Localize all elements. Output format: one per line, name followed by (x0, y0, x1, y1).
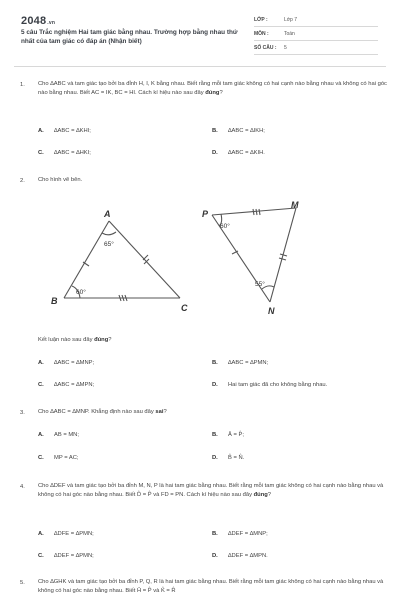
question-3-option-c[interactable]: C. MP = AC; (38, 455, 79, 461)
vertex-a-label: A (104, 209, 111, 219)
question-1-number: 1. (20, 82, 25, 88)
side-ac (109, 221, 180, 298)
side-ab (64, 221, 109, 298)
question-2-option-d[interactable]: D. Hai tam giác đã cho không bằng nhau. (212, 382, 328, 388)
question-1-option-a[interactable]: A. ∆ABC = ∆KHI; (38, 128, 91, 134)
vertex-p-label: P (202, 209, 209, 219)
question-5-text: Cho ∆GHK và tam giác tạo bởi ba đỉnh P, Q, R là hai tam giác bằng nhau. Biết rằng mỗi tam giác không có hai cạnh nào bằng nhau và không có hai góc nào bằng nhau. Biết Ĥ = P̂ và K̂ = R̂ (38, 579, 384, 595)
question-2-text: Cho hình vẽ bên. (38, 177, 83, 183)
angle-p-label: 60° (220, 223, 230, 230)
question-2-conclusion: Kết luận nào sau đây đúng? (38, 337, 112, 343)
vertex-n-label: N (268, 306, 275, 316)
question-5-number: 5. (20, 580, 25, 586)
question-4-option-d[interactable]: D. ∆DEF = ∆MPN. (212, 553, 268, 559)
vertex-b-label: B (51, 296, 58, 306)
angle-a-label: 65° (104, 241, 114, 248)
question-4-option-b[interactable]: B. ∆DEF = ∆MNP; (212, 531, 268, 537)
question-3-text: Cho ∆ABC = ∆MNP. Khẳng định nào sau đây sai? (38, 409, 167, 415)
question-2-option-a[interactable]: A. ∆ABC = ∆MNP; (38, 360, 95, 366)
question-4-number: 4. (20, 484, 25, 490)
angle-n-label: 55° (255, 281, 265, 288)
vertex-c-label: C (181, 303, 188, 313)
header-divider (14, 66, 386, 67)
question-2-option-c[interactable]: C. ∆ABC = ∆MPN; (38, 382, 95, 388)
page-title: 5 câu Trắc nghiệm Hai tam giác bằng nhau. Trường hợp bằng nhau thứ nhất của tam giác có đáp án (Nhận biết) (21, 29, 238, 45)
question-3-option-a[interactable]: A. AB = MN; (38, 432, 79, 438)
angle-b-label: 60° (76, 289, 86, 296)
question-4-option-c[interactable]: C. ∆DEF = ∆PMN; (38, 553, 94, 559)
question-4-text: Cho ∆DEF và tam giác tạo bởi ba đỉnh M, N, P là hai tam giác bằng nhau. Biết rằng mỗi tam giác không có hai cạnh nào bằng nhau và không có hai góc nào bằng nhau. Biết D̂ = P̂ và FD = PN. Cách kí hiệu nào sau đây đúng? (38, 483, 384, 499)
question-3-option-d[interactable]: D. B̂ = N̂. (212, 455, 245, 461)
question-1-option-c[interactable]: C. ∆ABC = ∆HKI; (38, 150, 91, 156)
meta-subject: MÔN : Toán (254, 29, 378, 41)
question-1-option-b[interactable]: B. ∆ABC = ∆IKH; (212, 128, 265, 134)
question-2-figure (0, 198, 400, 338)
question-1-option-d[interactable]: D. ∆ABC = ∆KIH. (212, 150, 265, 156)
site-logo[interactable]: 2048.vn (21, 15, 56, 27)
meta-count: SỐ CÂU : 5 (254, 43, 378, 55)
meta-class: LỚP : Lớp 7 (254, 15, 378, 27)
vertex-m-label: M (291, 200, 299, 210)
question-3-option-b[interactable]: B. Â = P̂; (212, 432, 244, 438)
question-2-option-b[interactable]: B. ∆ABC = ∆PMN; (212, 360, 269, 366)
question-1-text: Cho ∆ABC và tam giác tạo bởi ba đỉnh H, I, K bằng nhau. Biết rằng mỗi tam giác không có hai cạnh nào bằng nhau và không có hai góc nào bằng nhau. Biết AC = IK, BC = HI. Cách kí hiệu nào sau đây đúng? (38, 81, 387, 97)
question-3-number: 3. (20, 410, 25, 416)
question-2-number: 2. (20, 178, 25, 184)
question-4-option-a[interactable]: A. ∆DFE = ∆PMN; (38, 531, 94, 537)
